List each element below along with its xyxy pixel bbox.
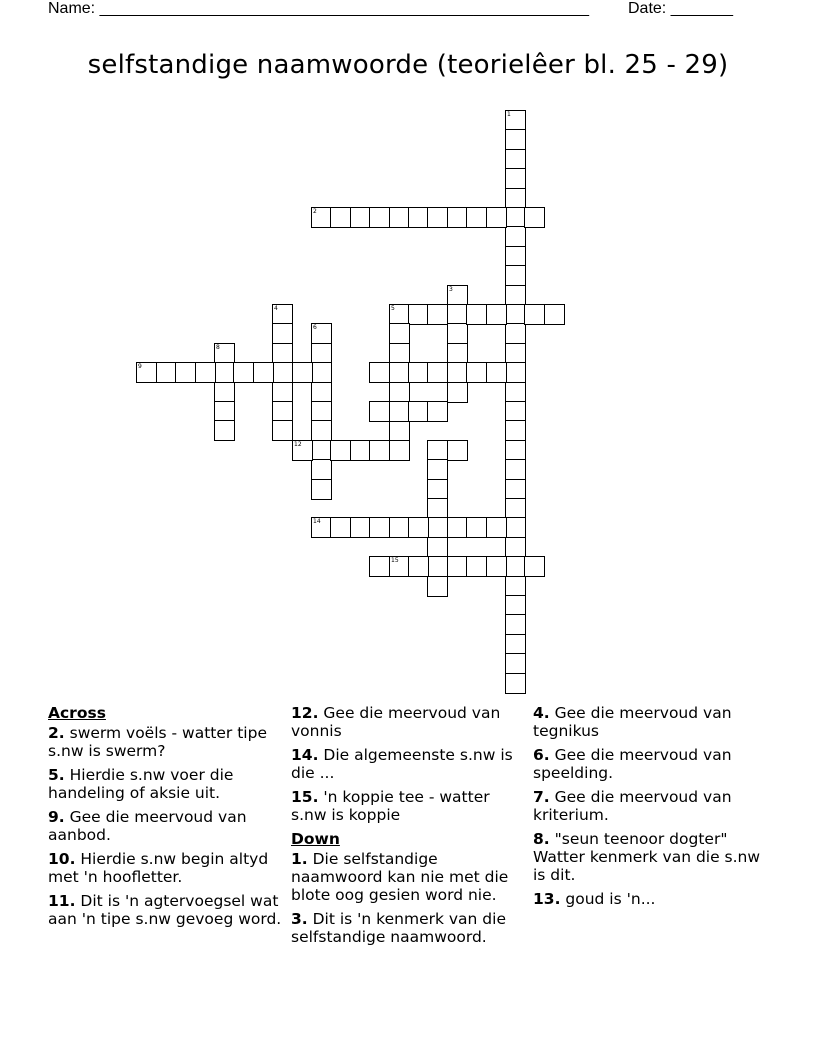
clue-item [291,746,525,782]
grid-cell[interactable] [408,556,429,577]
grid-cell[interactable] [389,556,410,577]
grid-cell[interactable] [389,440,410,461]
clue-item-text: Dit is 'n agtervoegsel wat aan 'n tipe s.nw gevoeg word. [48,892,282,928]
grid-cell[interactable] [389,304,410,325]
name-label: Name: [48,0,100,17]
grid-cell[interactable] [156,362,177,383]
grid-cell[interactable] [524,556,545,577]
clue-item [48,850,282,886]
grid-cell[interactable] [330,517,351,538]
grid-cell[interactable] [272,420,293,441]
clue-item-number: 8. [533,830,550,848]
grid-cell[interactable] [486,207,507,228]
grid-cell[interactable] [505,285,526,306]
grid-cell[interactable] [447,382,468,403]
clue-item-text: Gee die meervoud van speelding. [533,746,732,782]
clue-number: 14 [313,518,321,525]
grid-cell[interactable] [330,207,351,228]
grid-cell[interactable] [505,323,526,344]
clue-item-number: 12. [291,704,319,722]
grid-cell[interactable] [505,634,526,655]
grid-cell[interactable] [505,479,526,500]
clue-item-text: Die selfstandige naamwoord kan nie met die blote oog gesien word nie. [291,850,509,904]
grid-cell[interactable] [486,556,507,577]
grid-cell[interactable] [369,362,390,383]
grid-cell[interactable] [466,556,487,577]
grid-cell[interactable] [466,362,487,383]
clue-number: 2 [313,208,317,215]
clue-item-number: 7. [533,788,550,806]
grid-cell[interactable] [311,207,332,228]
clue-item-number: 9. [48,808,65,826]
grid-cell[interactable] [447,207,468,228]
clue-item [533,704,767,740]
grid-cell[interactable] [505,440,526,461]
date-label: Date: [628,0,671,17]
clue-number: 5 [391,305,395,312]
grid-cell[interactable] [505,420,526,441]
grid-cell[interactable] [272,362,293,383]
clue-number: 4 [274,305,278,312]
clue-item-text: swerm voëls - watter tipe s.nw is swerm? [48,724,267,760]
clue-item-number: 6. [533,746,550,764]
clue-item [533,746,767,782]
grid-cell[interactable] [505,207,526,228]
clue-item-number: 13. [533,890,561,908]
grid-cell[interactable] [389,207,410,228]
grid-cell[interactable] [272,382,293,403]
grid-cell[interactable] [311,440,332,461]
grid-cell[interactable] [505,246,526,267]
grid-cell[interactable] [369,517,390,538]
clue-item-number: 10. [48,850,76,868]
grid-cell[interactable] [389,517,410,538]
grid-cell[interactable] [311,420,332,441]
grid-cell[interactable] [369,440,390,461]
grid-cell[interactable] [447,556,468,577]
grid-cell[interactable] [389,401,410,422]
grid-cell[interactable] [408,362,429,383]
grid-cell[interactable] [136,362,157,383]
grid-cell[interactable] [311,459,332,480]
grid-cell[interactable] [311,343,332,364]
grid-cell[interactable] [369,556,390,577]
grid-cell[interactable] [505,343,526,364]
grid-cell[interactable] [292,362,313,383]
grid-cell[interactable] [350,207,371,228]
clue-item [48,808,282,844]
grid-cell[interactable] [505,614,526,635]
grid-cell[interactable] [466,207,487,228]
clue-item-text: 'n koppie tee - watter s.nw is koppie [291,788,490,824]
grid-cell[interactable] [214,420,235,441]
clue-number: 1 [507,111,511,118]
clue-item-text: Gee die meervoud van vonnis [291,704,501,740]
page-title: selfstandige naamwoorde (teorielêer bl. 25 - 29) [87,50,729,80]
grid-cell[interactable] [427,362,448,383]
grid-cell[interactable] [408,401,429,422]
clue-item-number: 14. [291,746,319,764]
clue-item-number: 2. [48,724,65,742]
clue-number: 15 [391,557,399,564]
grid-cell[interactable] [544,304,565,325]
clue-item-number: 11. [48,892,76,910]
grid-cell[interactable] [311,362,332,383]
grid-cell[interactable] [408,207,429,228]
clue-item [533,788,767,824]
clue-number: 3 [449,286,453,293]
grid-cell[interactable] [427,440,448,461]
grid-cell[interactable] [389,343,410,364]
grid-cell[interactable] [505,401,526,422]
clue-heading: Down [291,830,340,848]
clue-item [291,788,525,824]
grid-cell[interactable] [408,517,429,538]
grid-cell[interactable] [427,479,448,500]
clue-item [48,766,282,802]
grid-cell[interactable] [214,362,235,383]
grid-cell[interactable] [195,362,216,383]
grid-cell[interactable] [427,401,448,422]
clue-item [533,890,767,908]
grid-cell[interactable] [486,517,507,538]
clue-column-2 [291,704,525,952]
grid-cell[interactable] [350,517,371,538]
date-line: _______ [670,0,733,17]
grid-cell[interactable] [214,343,235,364]
grid-cell[interactable] [253,362,274,383]
clue-item-number: 5. [48,766,65,784]
clue-item-text: "seun teenoor dogter" Watter kenmerk van die s.nw is dit. [533,830,761,884]
grid-cell[interactable] [233,362,254,383]
clue-item [533,830,767,884]
clue-column-1 [48,704,282,934]
name-line: _______________________________________________________ [99,0,589,17]
grid-cell[interactable] [505,168,526,189]
grid-cell[interactable] [330,440,351,461]
clue-item-text: Die algemeenste s.nw is die ... [291,746,513,782]
grid-cell[interactable] [427,517,448,538]
grid-cell[interactable] [369,401,390,422]
clue-column-3 [533,704,767,914]
grid-cell[interactable] [486,362,507,383]
clue-number: 8 [216,344,220,351]
grid-cell[interactable] [466,304,487,325]
grid-cell[interactable] [524,207,545,228]
grid-cell[interactable] [505,459,526,480]
grid-cell[interactable] [427,498,448,519]
grid-cell[interactable] [447,343,468,364]
clue-item-text: Dit is 'n kenmerk van die selfstandige naamwoord. [291,910,506,946]
grid-cell[interactable] [427,207,448,228]
grid-cell[interactable] [505,517,526,538]
grid-cell[interactable] [175,362,196,383]
grid-cell[interactable] [486,304,507,325]
grid-cell[interactable] [447,304,468,325]
grid-cell[interactable] [311,517,332,538]
grid-cell[interactable] [369,207,390,228]
grid-cell[interactable] [447,285,468,306]
grid-cell[interactable] [505,382,526,403]
clue-item-number: 1. [291,850,308,868]
clue-item [291,910,525,946]
grid-cell[interactable] [272,401,293,422]
grid-cell[interactable] [311,479,332,500]
grid-cell[interactable] [505,188,526,209]
grid-cell[interactable] [505,265,526,286]
grid-cell[interactable] [427,556,448,577]
clue-item-text: Gee die meervoud van aanbod. [48,808,247,844]
grid-cell[interactable] [505,556,526,577]
grid-cell[interactable] [272,323,293,344]
grid-cell[interactable] [505,226,526,247]
clue-item-number: 3. [291,910,308,928]
clue-heading: Across [48,704,106,722]
grid-cell[interactable] [427,304,448,325]
clue-item [48,724,282,760]
grid-cell[interactable] [447,323,468,344]
grid-cell[interactable] [427,459,448,480]
grid-cell[interactable] [311,323,332,344]
grid-cell[interactable] [447,517,468,538]
clue-item-text: Hierdie s.nw begin altyd met 'n hoofletter. [48,850,269,886]
grid-cell[interactable] [524,304,545,325]
grid-cell[interactable] [447,440,468,461]
clue-number: 12 [294,441,302,448]
grid-cell[interactable] [214,382,235,403]
grid-cell[interactable] [427,537,448,558]
grid-cell[interactable] [389,362,410,383]
grid-cell[interactable] [408,304,429,325]
clue-number: 6 [313,324,317,331]
clue-item-text: Gee die meervoud van kriterium. [533,788,732,824]
grid-cell[interactable] [505,576,526,597]
grid-cell[interactable] [505,129,526,150]
grid-cell[interactable] [505,653,526,674]
clue-item-text: goud is 'n... [560,890,656,908]
grid-cell[interactable] [447,362,468,383]
grid-cell[interactable] [505,110,526,131]
grid-cell[interactable] [427,576,448,597]
grid-cell[interactable] [292,440,313,461]
grid-cell[interactable] [311,382,332,403]
clue-item [291,704,525,740]
grid-cell[interactable] [389,420,410,441]
grid-cell[interactable] [466,517,487,538]
grid-cell[interactable] [505,362,526,383]
clue-item-text: Gee die meervoud van tegnikus [533,704,732,740]
grid-cell[interactable] [505,595,526,616]
clue-item-number: 15. [291,788,319,806]
clue-item-number: 4. [533,704,550,722]
clue-number: 9 [138,363,142,370]
grid-cell[interactable] [505,537,526,558]
grid-cell[interactable] [214,401,235,422]
grid-cell[interactable] [272,343,293,364]
grid-cell[interactable] [505,304,526,325]
clue-item [48,892,282,928]
grid-cell[interactable] [389,382,410,403]
clue-item [291,850,525,904]
grid-cell[interactable] [505,673,526,694]
grid-cell[interactable] [505,149,526,170]
clue-item-text: Hierdie s.nw voer die handeling of aksie uit. [48,766,234,802]
grid-cell[interactable] [311,401,332,422]
grid-cell[interactable] [350,440,371,461]
grid-cell[interactable] [505,498,526,519]
grid-cell[interactable] [389,323,410,344]
grid-cell[interactable] [272,304,293,325]
